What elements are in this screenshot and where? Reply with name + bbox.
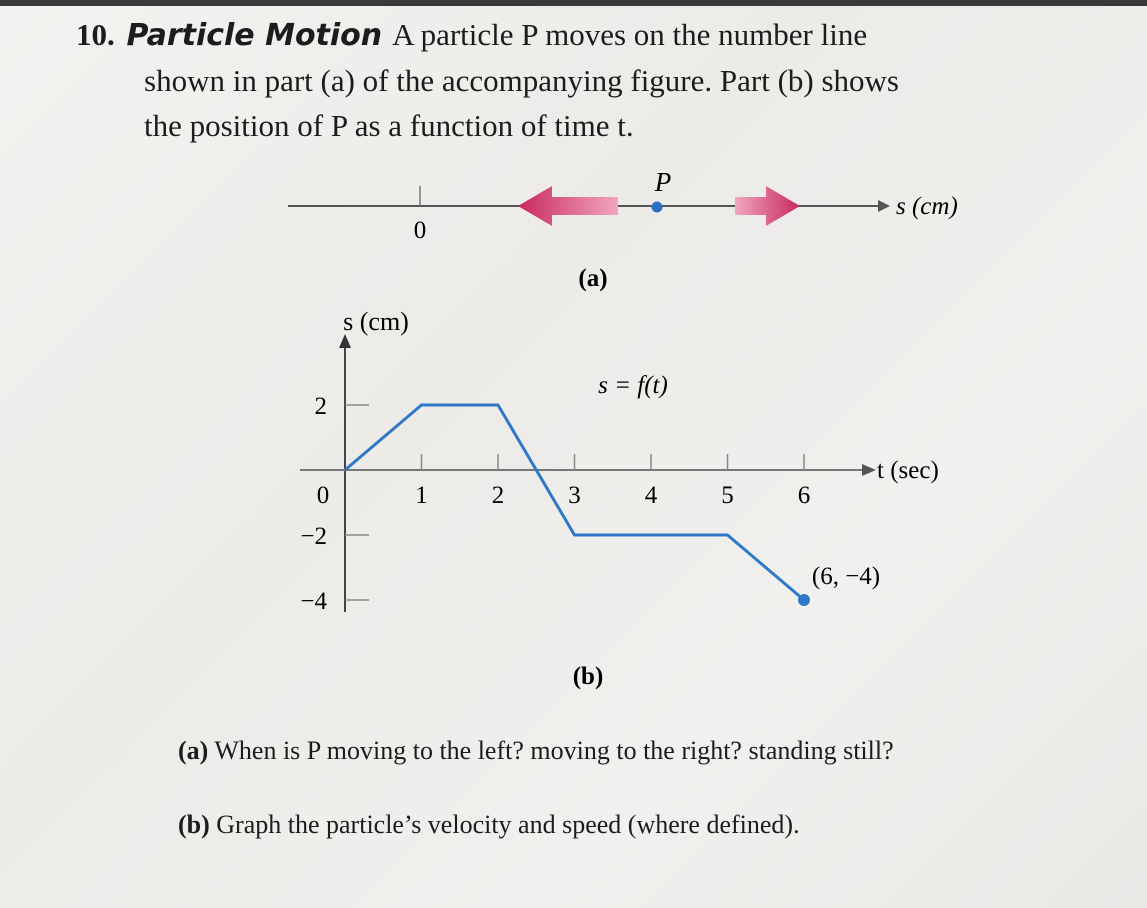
y-axis-label: s (cm): [343, 307, 409, 336]
left-motion-arrow: [518, 186, 618, 226]
figure-b-caption: (b): [572, 663, 604, 690]
right-motion-arrow: [735, 186, 800, 226]
problem-text-line-2: shown in part (a) of the accompanying figure. Part (b) shows: [144, 63, 899, 98]
end-point-label: (6, −4): [811, 563, 881, 590]
problem-number: 10.: [76, 17, 115, 52]
question-a: [178, 728, 1088, 774]
problem-text-line-3: the position of P as a function of time t.: [144, 108, 634, 143]
particle-label: P: [654, 167, 672, 197]
number-line-arrowhead: [878, 200, 890, 212]
question-b-label: (b): [178, 810, 210, 839]
question-b: [178, 810, 800, 840]
x-tick-label: 0: [316, 482, 330, 509]
problem-text-line-1: A particle P moves on the number line: [392, 17, 868, 52]
x-tick-label: 3: [568, 482, 581, 509]
origin-label: 0: [413, 217, 427, 244]
problem-title: Particle Motion: [126, 18, 383, 53]
y-tick-label: −2: [300, 523, 327, 550]
x-tick-label: 6: [797, 482, 811, 509]
x-tick-label: 5: [721, 482, 734, 509]
x-axis-label: t (sec): [877, 457, 939, 484]
position-time-chart: [300, 307, 939, 690]
x-tick-label: 4: [644, 482, 658, 509]
x-tick-label: 1: [415, 482, 428, 509]
number-line-axis-label: s (cm): [896, 193, 958, 220]
figure-a-caption: (a): [578, 265, 608, 292]
end-point-marker: [798, 594, 810, 606]
particle-point: [652, 202, 663, 213]
function-label: s = f(t): [598, 372, 668, 399]
x-axis-arrowhead: [862, 464, 876, 476]
question-a-label: (a): [178, 736, 209, 765]
number-line-figure: [288, 167, 958, 292]
y-tick-label: 2: [314, 393, 327, 420]
x-tick-label: 2: [491, 482, 505, 509]
question-b-text: Graph the particle’s velocity and speed (where defined).: [216, 810, 800, 839]
y-axis-arrowhead: [339, 334, 351, 348]
y-tick-label: −4: [300, 588, 327, 615]
question-a-text: When is P moving to the left? moving to the right? standing still?: [214, 736, 894, 765]
